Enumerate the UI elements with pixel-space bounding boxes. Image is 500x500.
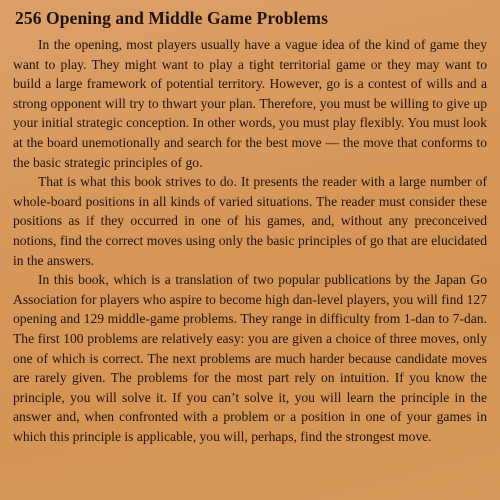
- page-title: Opening and Middle Game Problems: [46, 8, 328, 28]
- paragraph-3: In this book, which is a translation of two popular publications by the Japan Go Association for players who aspire to become high dan-level players, you will find 127 opening and 129 middle-game problems. They range in difficulty from 1-dan to 7-dan. The first 100 problems are relatively easy: you are given a choice of three moves, only one of which is correct. The next problems are much harder because candidate moves are rarely given. The problems for the most part rely on intuition. If you know the principle, you will solve it. If you can’t solve it, you will learn the principle in the answer and, when confronted with a problem or a position in one of your games in which this principle is applicable, you will, perhaps, find the strongest move.: [13, 272, 487, 444]
- page-header: [13, 7, 487, 29]
- page-number: 256: [15, 8, 42, 28]
- paragraph-1: In the opening, most players usually have a vague idea of the kind of game they want to play. They might want to play a tight territorial game or they may want to build a large framework of potential territory. However, go is a contest of wills and a strong opponent will try to thwart your plan. Therefore, you must be willing to give up your initial strategic conception. In other words, you must play flexibly. You must look at the board unemotionally and search for the best move — the move that conforms to the basic strategic principles of go.: [13, 37, 487, 170]
- paragraph-2: That is what this book strives to do. It presents the reader with a large number of whole-board positions in all kinds of varied situations. The reader must consider these positions as if they occurred in one of his games, and, without any preconceived notions, find the correct moves using only the basic principles of go that are elucidated in the answers.: [13, 174, 487, 268]
